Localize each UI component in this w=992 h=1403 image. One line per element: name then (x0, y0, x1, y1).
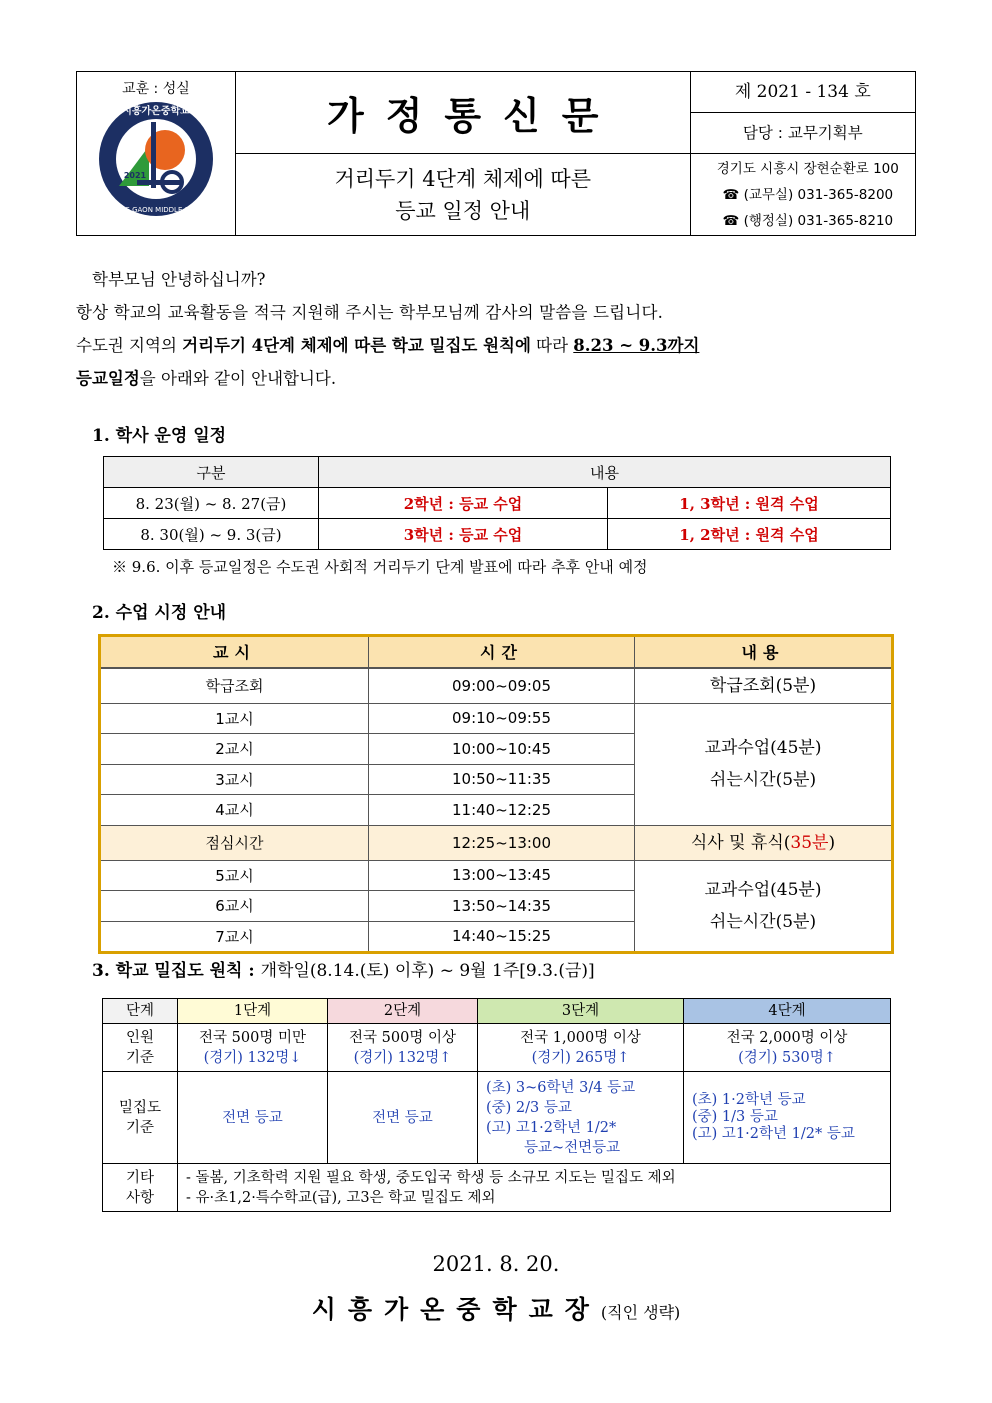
academic-schedule-table (103, 456, 891, 550)
people-cell (684, 1024, 891, 1072)
people-national: 전국 500명 이상 (349, 1029, 456, 1046)
row-label-line: 기타 (125, 1169, 154, 1186)
table-header: 시간 (369, 636, 635, 668)
class-timetable (98, 634, 894, 954)
lunch-text: ) (828, 832, 836, 853)
people-cell (178, 1024, 328, 1072)
people-gyeonggi: (경기) 132명↓ (203, 1049, 302, 1066)
intro-bold-text: 거리두기 4단계 체제에 따른 학교 밀집도 원칙에 (182, 336, 531, 355)
intro-text: 수도권 지역의 (76, 336, 183, 355)
intro-text: 을 아래와 같이 안내합니다. (139, 369, 337, 388)
period-cell: 8. 23(월) ~ 8. 27(금) (104, 488, 319, 519)
issue-date: 2021. 8. 20. (432, 1252, 560, 1276)
section-2-title: 2. 수업 시정 안내 (92, 603, 227, 623)
row-label (103, 1164, 178, 1212)
people-cell (328, 1024, 478, 1072)
period-cell: 7교시 (100, 921, 369, 953)
table-header: 구분 (104, 457, 319, 488)
document-title: 가정통신문 (326, 93, 621, 138)
density-cell: 전면 등교 (328, 1072, 478, 1164)
period-cell: 5교시 (100, 860, 369, 891)
school-address: 경기도 시흥시 장현순환로 100 (716, 160, 899, 177)
content-cell (635, 703, 893, 825)
table-header-row (104, 457, 891, 488)
time-cell: 10:00~10:45 (369, 734, 635, 765)
time-cell: 09:10~09:55 (369, 703, 635, 734)
period-cell: 8. 30(월) ~ 9. 3(금) (104, 519, 319, 550)
period-cell: 3교시 (100, 764, 369, 795)
table-header: 2단계 (328, 999, 478, 1024)
phone-office: (교무실) 031-365-8200 (743, 186, 894, 203)
row-label-line: 기준 (125, 1049, 154, 1066)
density-table (102, 998, 891, 1212)
row-label (103, 1072, 178, 1164)
logo-cell (77, 72, 236, 236)
onsite-cell: 2학년 : 등교 수업 (319, 488, 608, 519)
onsite-cell: 3학년 : 등교 수업 (319, 519, 608, 550)
people-gyeonggi: (경기) 530명↑ (738, 1049, 836, 1066)
table-row (104, 519, 891, 550)
phone-admin: (행정실) 031-365-8210 (743, 212, 894, 229)
table-header: 4단계 (684, 999, 891, 1024)
etc-line: - 돌봄, 기초학력 지원 필요 학생, 중도입국 학생 등 소규모 지도는 밀집도 제외 (186, 1169, 676, 1186)
remote-cell: 1, 3학년 : 원격 수업 (608, 488, 891, 519)
period-cell: 6교시 (100, 891, 369, 922)
density-line: (초) 3~6학년 3/4 등교 (486, 1079, 636, 1096)
department: 담당 : 교무기획부 (742, 124, 863, 142)
table-header: 1단계 (178, 999, 328, 1024)
time-cell: 11:40~12:25 (369, 795, 635, 826)
density-line: (고) 고1·2학년 1/2* 등교 (692, 1126, 855, 1142)
density-cell: 전면 등교 (178, 1072, 328, 1164)
time-cell: 13:50~14:35 (369, 891, 635, 922)
period-cell: 4교시 (100, 795, 369, 826)
density-line: (고) 고1·2학년 1/2* (486, 1119, 617, 1136)
table-row (104, 488, 891, 519)
intro-bold-text: 등교일정 (76, 369, 140, 388)
period-cell: 점심시간 (100, 825, 369, 860)
principal-signature (0, 1290, 992, 1326)
class-duration: 교과수업(45분) (704, 738, 822, 758)
density-cell (478, 1072, 684, 1164)
table-row (100, 860, 893, 891)
table-header: 3단계 (478, 999, 684, 1024)
time-cell: 13:00~13:45 (369, 860, 635, 891)
density-line: (초) 1·2학년 등교 (692, 1092, 806, 1108)
logo-korean: 시흥가온중학교 (122, 106, 190, 117)
intro-line-2: 항상 학교의 교육활동을 적극 지원해 주시는 학부모님께 감사의 말씀을 드립니다. (76, 303, 664, 322)
class-duration: 교과수업(45분) (704, 879, 822, 900)
remote-cell: 1, 2학년 : 원격 수업 (608, 519, 891, 550)
table-header: 단계 (103, 999, 178, 1024)
people-row (103, 1024, 891, 1072)
phone-icon: ☎ (722, 212, 740, 229)
density-row (103, 1072, 891, 1164)
logo-year: 2021 (123, 171, 147, 180)
people-gyeonggi: (경기) 132명↑ (353, 1049, 452, 1066)
issue-number: 제 2021 - 134 호 (691, 72, 915, 113)
density-cell (684, 1072, 891, 1164)
school-logo (97, 100, 215, 218)
row-label-line: 사항 (125, 1189, 154, 1206)
people-gyeonggi: (경기) 265명↑ (531, 1049, 630, 1066)
people-national: 전국 1,000명 이상 (520, 1029, 641, 1046)
table-header-row (103, 999, 891, 1024)
seal-note: (직인 생략) (600, 1303, 681, 1322)
table-header: 교시 (100, 636, 369, 668)
lunch-row (100, 825, 893, 860)
section-3-label: 3. 학교 밀집도 원칙 (92, 961, 243, 981)
logo-english: SIHEUNG GAON MIDDLE SCHOOL (97, 206, 215, 214)
break-duration: 쉬는시간(5분) (709, 770, 817, 790)
table-header-row (100, 636, 893, 668)
intro-line-4 (76, 364, 336, 393)
content-cell (635, 825, 893, 860)
time-cell: 12:25~13:00 (369, 825, 635, 860)
section-3-range: 개학일(8.14.(토) 이후) ~ 9월 1주[9.3.(금)] (260, 961, 595, 981)
etc-cell (178, 1164, 891, 1212)
greeting: 학부모님 안녕하십니까? (92, 270, 266, 289)
table-row (100, 668, 893, 704)
row-label-line: 밀집도 (118, 1099, 162, 1116)
time-cell: 14:40~15:25 (369, 921, 635, 953)
row-label-line: 기준 (125, 1119, 154, 1136)
schedule-note: ※ 9.6. 이후 등교일정은 수도권 사회적 거리두기 단계 발표에 따라 추후 안내 예정 (112, 558, 648, 576)
density-line: 등교~전면등교 (524, 1139, 621, 1156)
table-header: 내용 (635, 636, 893, 668)
time-cell: 09:00~09:05 (369, 668, 635, 704)
section-3-colon: : (242, 961, 261, 981)
row-label (103, 1024, 178, 1072)
school-principal: 시흥가온중학교장 (311, 1295, 601, 1324)
subtitle-line-1: 거리두기 4단계 체제에 따른 (334, 166, 591, 191)
lunch-duration: 35분 (790, 832, 829, 853)
row-label-line: 인원 (125, 1029, 154, 1046)
etc-line: - 유·초1,2·특수학교(급), 고3은 학교 밀집도 제외 (186, 1189, 496, 1206)
school-motto: 교훈 : 성실 (122, 81, 190, 97)
break-duration: 쉬는시간(5분) (709, 911, 817, 932)
period-cell: 2교시 (100, 734, 369, 765)
etc-row (103, 1164, 891, 1212)
lunch-text: 식사 및 휴식( (690, 832, 791, 853)
table-row (100, 703, 893, 734)
table-header: 내용 (319, 457, 891, 488)
issue-cell (690, 72, 915, 154)
content-cell: 학급조회(5분) (635, 668, 893, 704)
contact-cell (690, 154, 915, 236)
time-cell: 10:50~11:35 (369, 764, 635, 795)
section-3-title (92, 956, 595, 981)
people-national: 전국 2,000명 이상 (726, 1029, 848, 1046)
intro-text: 따라 (530, 336, 574, 355)
phone-icon: ☎ (722, 186, 740, 203)
period-cell: 학급조회 (100, 668, 369, 704)
density-line: (중) 1/3 등교 (692, 1109, 778, 1125)
subtitle-line-2: 등교 일정 안내 (395, 198, 531, 223)
section-1-title: 1. 학사 운영 일정 (92, 426, 227, 446)
intro-line-3 (76, 331, 699, 360)
subtitle-cell (235, 154, 690, 236)
period-cell: 1교시 (100, 703, 369, 734)
letter-header (76, 71, 916, 236)
density-line: (중) 2/3 등교 (486, 1099, 572, 1116)
content-cell (635, 860, 893, 953)
people-national: 전국 500명 미만 (199, 1029, 306, 1046)
intro-date-range: 8.23 ~ 9.3까지 (573, 336, 700, 355)
title-cell (235, 72, 690, 154)
people-cell (478, 1024, 684, 1072)
